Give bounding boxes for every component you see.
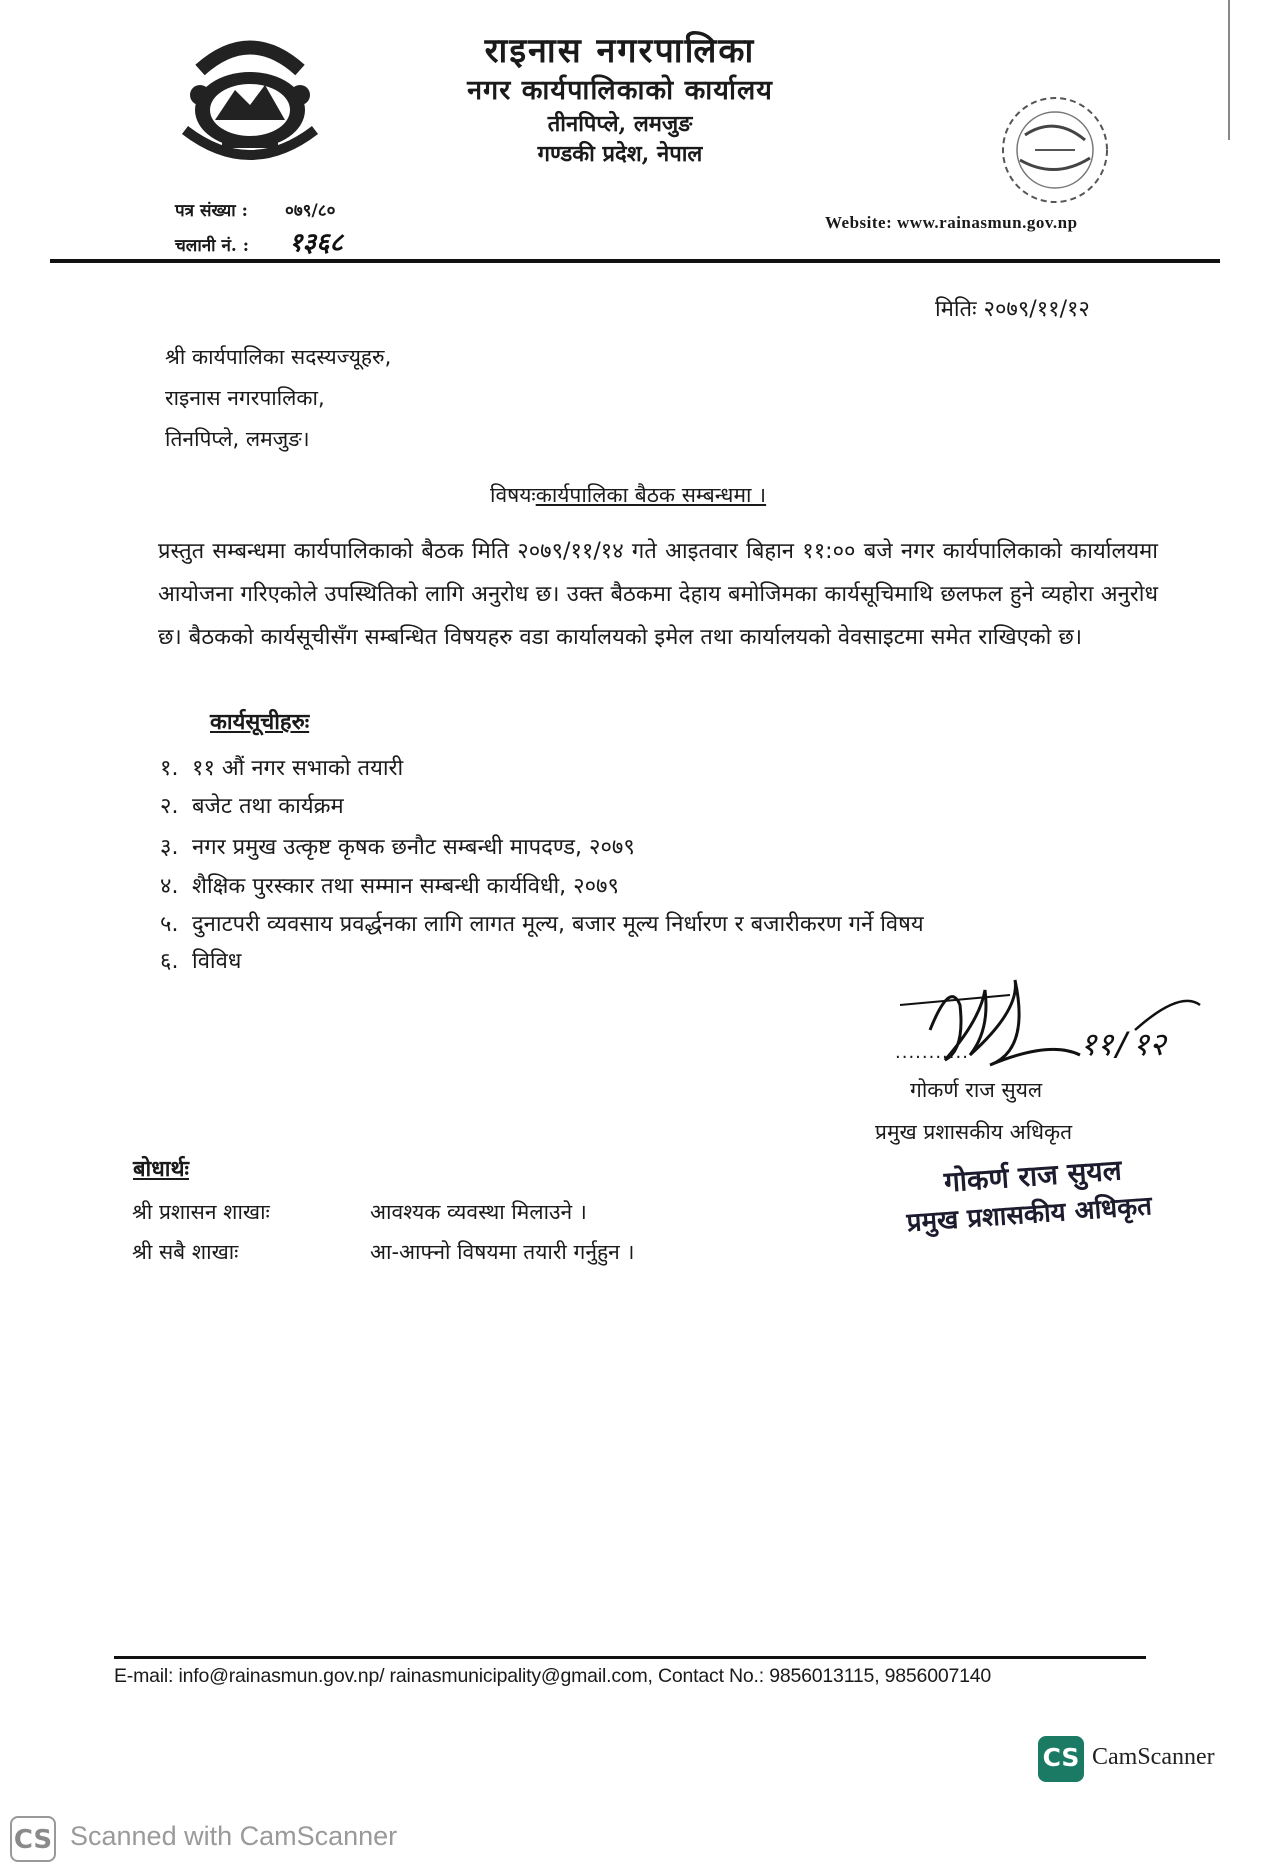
subject-label: विषयः [490,483,536,507]
agenda-item: २. बजेट तथा कार्यक्रम [160,794,344,819]
nepal-emblem-icon [160,30,340,165]
agenda-item: ६. विविध [160,949,242,974]
letter-body: प्रस्तुत सम्बन्धमा कार्यपालिकाको बैठक मिति २०७९/११/१४ गते आइतवार बिहान ११:०० बजे नगर कार्यपालिकाको कार्यालयमा आयोजना गरिएकोले उपस्थितिको लागि अनुरोध छ। उक्त बैठकमा देहाय बमोजिमका कार्यसूचिमाथि छलफल हुने व्यहोरा अनुरोध छ। बैठकको कार्यसूचीसँग सम्बन्धित विषयहरु वडा कार्यालयको इमेल तथा कार्यालयको वेवसाइटमा समेत राखिएको छ। [158,539,1158,650]
dispatch-number-label: चलानी नं. : [175,236,250,256]
camscanner-logo-icon: CS [1038,1736,1084,1782]
subject-line [490,481,766,509]
agenda-item: ३. नगर प्रमुख उत्कृष्ट कृषक छनौट सम्बन्धी मापदण्ड, २०७९ [160,835,635,860]
signatory-title: प्रमुख प्रशासकीय अधिकृत [875,1120,1073,1144]
info-heading: बोधार्थः [133,1157,189,1182]
subject-text: कार्यपालिका बैठक सम्बन्धमा । [535,483,767,507]
letter-number-value: ०७९/८० [285,201,336,221]
svg-text:११/१२: ११/१२ [1080,1025,1166,1063]
camscanner-badge-icon: CS [10,1816,56,1862]
letter-number-label: पत्र संख्या : [175,201,248,221]
recipient-line-2: राइनास नगरपालिका, [165,386,325,410]
stamp-title: प्रमुख प्रशासकीय अधिकृत [905,1191,1153,1239]
letter-date: मितिः २०७९/११/१२ [935,297,1090,322]
info-row: श्री प्रशासन शाखाः आवश्यक व्यवस्था मिलाउने । [132,1200,587,1224]
footer-contact: E-mail: info@rainasmun.gov.np/ rainasmunicipality@gmail.com, Contact No.: 9856013115, 9856007140 [114,1665,992,1687]
scanned-with-label: Scanned with CamScanner [70,1821,398,1851]
recipient-line-3: तिनपिप्ले, लमजुङ। [165,427,310,451]
agenda-heading: कार्यसूचीहरुः [210,710,310,735]
stamp-name: गोकर्ण राज सुयल [942,1153,1123,1199]
office-seal-icon [985,80,1125,220]
dispatch-number-value: १३६८ [289,228,344,258]
recipient-line-1: श्री कार्यपालिका सदस्यज्यूहरु, [165,345,392,369]
letter-reference [175,198,343,259]
address-line-2: गण्डकी प्रदेश, नेपाल [537,141,703,167]
agenda-item: १. ११ औं नगर सभाको तयारी [160,756,404,781]
footer-divider [114,1656,1146,1659]
camscanner-label: CamScanner [1092,1744,1215,1770]
agenda-item: ५. दुनाटपरी व्यवसाय प्रवर्द्धनका लागि लागत मूल्य, बजार मूल्य निर्धारण र बजारीकरण गर्ने विषय [160,912,924,937]
letter-number-row [175,198,343,221]
dispatch-number-row [175,223,343,259]
website-text: Website: www.rainasmun.gov.np [825,213,1078,232]
signature-dots: ........... [895,1042,969,1063]
signatory-name: गोकर्ण राज सुयल [910,1078,1043,1102]
header-divider [50,259,1220,263]
info-row: श्री सबै शाखाः आ-आफ्नो विषयमा तयारी गर्नुहुन । [132,1240,635,1264]
org-name: राइनास नगरपालिका [484,31,756,71]
name-stamp [903,1145,1207,1240]
office-name: नगर कार्यपालिकाको कार्यालय [467,75,773,106]
page-edge-line [1228,0,1230,140]
address-line-1: तीनपिप्ले, लमजुङ [547,111,693,137]
agenda-item: ४. शैक्षिक पुरस्कार तथा सम्मान सम्बन्धी कार्यविधी, २०७९ [160,874,619,899]
